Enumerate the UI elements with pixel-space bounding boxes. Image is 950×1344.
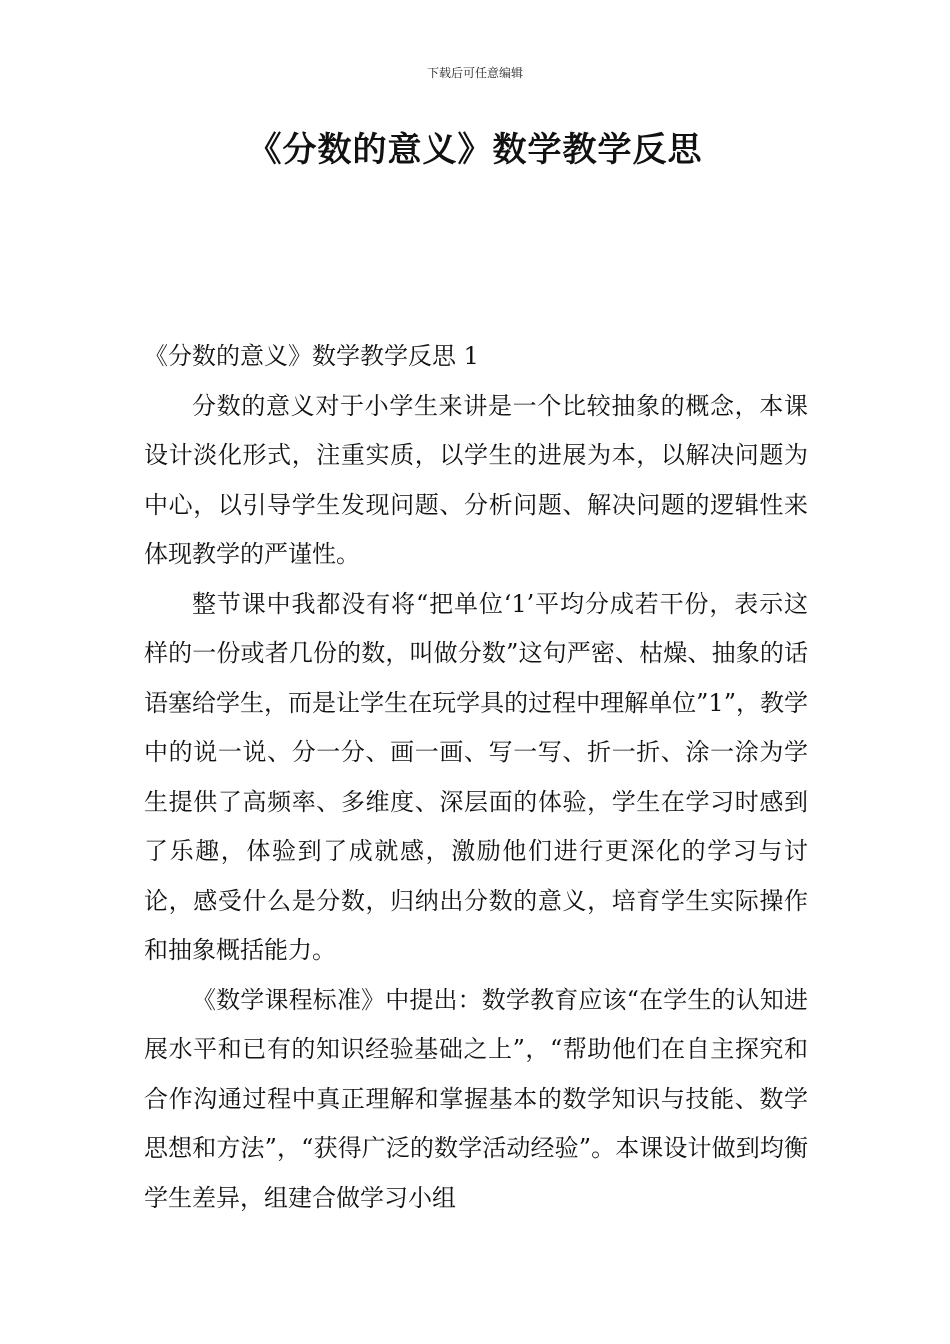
paragraph-1: 分数的意义对于小学生来讲是一个比较抽象的概念，本课设计淡化形式，注重实质，以学生的进展为本，以解决问题为中心，以引导学生发现问题、分析问题、解决问题的逻辑性来体现教学的严谨性。 xyxy=(144,391,808,568)
paragraph-2: 整节课中我都没有将“把单位‘1’平均分成若干份，表示这样的一份或者几份的数，叫做分数”这句严密、枯燥、抽象的话语塞给学生，而是让学生在玩学具的过程中理解单位”1”，教学中的说一说、分一分、画一画、写一写、折一折、涂一涂为学生提供了高频率、多维度、深层面的体验，学生在学习时感到了乐趣，体验到了成就感，激励他们进行更深化的学习与讨论，感受什么是分数，归纳出分数的意义，培育学生实际操作和抽象概括能力。 xyxy=(144,589,808,964)
document-title: 《分数的意义》数学教学反思 xyxy=(247,130,703,170)
section-heading: 《分数的意义》数学教学反思 1 xyxy=(144,342,479,370)
paragraph-3: 《数学课程标准》中提出：数学教育应该“在学生的认知进展水平和已有的知识经验基础之上”，“帮助他们在自主探究和合作沟通过程中真正理解和掌握基本的数学知识与技能、数学思想和方法”，“获得广泛的数学活动经验”。本课设计做到均衡学生差异，组建合做学习小组 xyxy=(144,985,808,1212)
page-header: 下载后可任意编辑 xyxy=(426,66,523,80)
document-body xyxy=(144,332,808,1223)
